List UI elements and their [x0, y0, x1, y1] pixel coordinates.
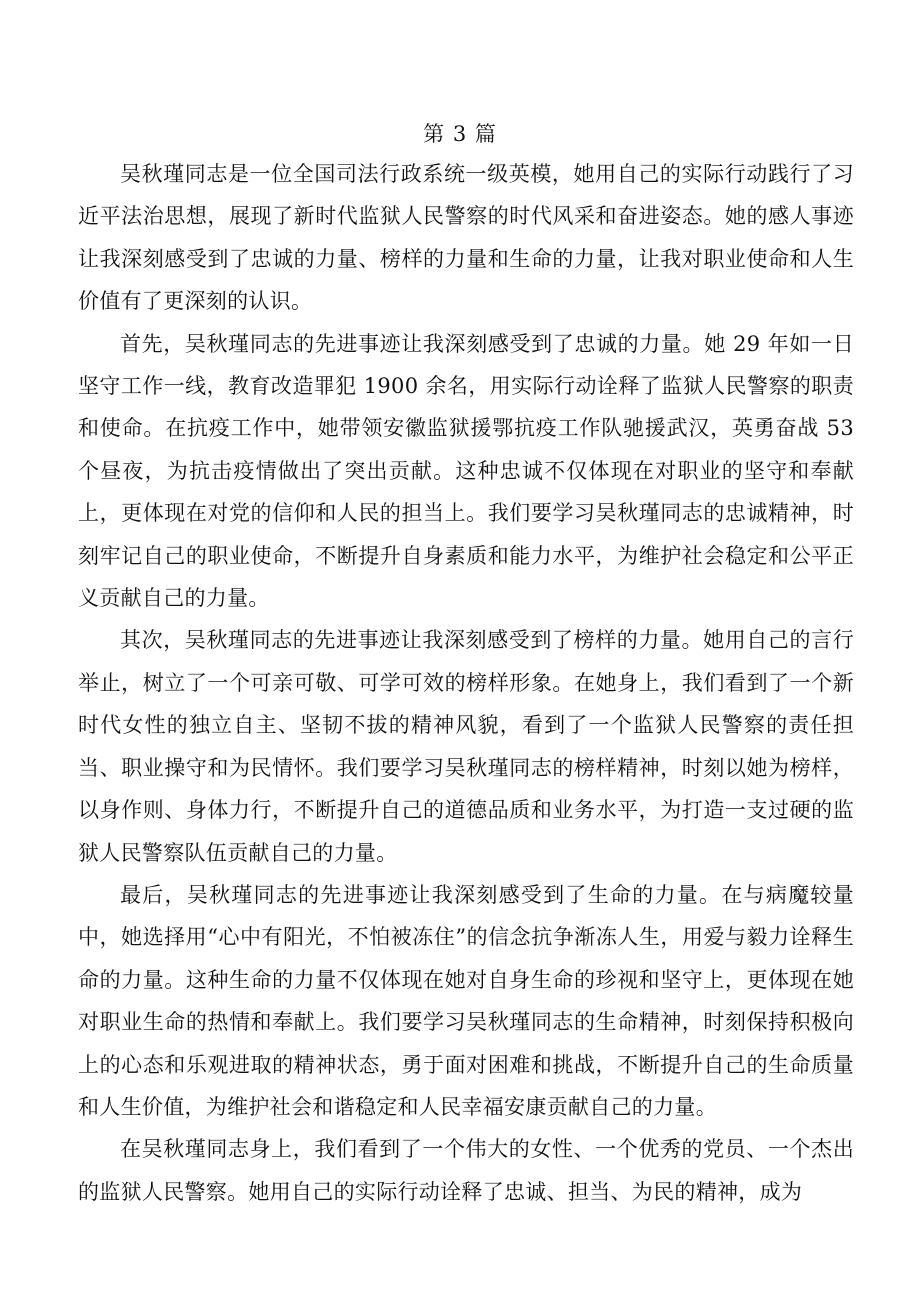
paragraph-role-model: 其次，吴秋瑾同志的先进事迹让我深刻感受到了榜样的力量。她用自己的言行举止，树立了一个可亲可敬、可学可效的榜样形象。在她身上，我们看到了一个新时代女性的独立自主、坚韧不拔的精神风貌，看到了一个监狱人民警察的责任担当、职业操守和为民情怀。我们要学习吴秋瑾同志的榜样精神，时刻以她为榜样，以身作则、身体力行，不断提升自己的道德品质和业务水平，为打造一支过硬的监狱人民警察队伍贡献自己的力量。 — [78, 628, 854, 865]
paragraph-intro: 吴秋瑾同志是一位全国司法行政系统一级英模，她用自己的实际行动践行了习近平法治思想，展现了新时代监狱人民警察的时代风采和奋进姿态。她的感人事迹让我深刻感受到了忠诚的力量、榜样的力量和生命的力量，让我对职业使命和人生价值有了更深刻的认识。 — [78, 162, 854, 314]
document-title: 第 3 篇 — [423, 122, 497, 146]
paragraph-loyalty: 首先，吴秋瑾同志的先进事迹让我深刻感受到了忠诚的力量。她 29 年如一日坚守工作一线，教育改造罪犯 1900 余名，用实际行动诠释了监狱人民警察的职责和使命。在抗疫工作中，她带领安徽监狱援鄂抗疫工作队驰援武汉，英勇奋战 53 个昼夜，为抗击疫情做出了突出贡献。这种忠诚不仅体现在对职业的坚守和奉献上，更体现在对党的信仰和人民的担当上。我们要学习吴秋瑾同志的忠诚精神，时刻牢记自己的职业使命，不断提升自身素质和能力水平，为维护社会稳定和公平正义贡献自己的力量。 — [78, 331, 854, 611]
paragraph-conclusion: 在吴秋瑾同志身上，我们看到了一个伟大的女性、一个优秀的党员、一个杰出的监狱人民警察。她用自己的实际行动诠释了忠诚、担当、为民的精神，成为 — [78, 1137, 854, 1204]
document-body — [78, 153, 854, 1213]
paragraph-life: 最后，吴秋瑾同志的先进事迹让我深刻感受到了生命的力量。在与病魔较量中，她选择用“心中有阳光，不怕被冻住”的信念抗争渐冻人生，用爱与毅力诠释生命的力量。这种生命的力量不仅体现在她对自身生命的珍视和坚守上，更体现在她对职业生命的热情和奉献上。我们要学习吴秋瑾同志的生命精神，时刻保持积极向上的心态和乐观进取的精神状态，勇于面对困难和挑战，不断提升自己的生命质量和人生价值，为维护社会和谐稳定和人民幸福安康贡献自己的力量。 — [78, 882, 854, 1119]
